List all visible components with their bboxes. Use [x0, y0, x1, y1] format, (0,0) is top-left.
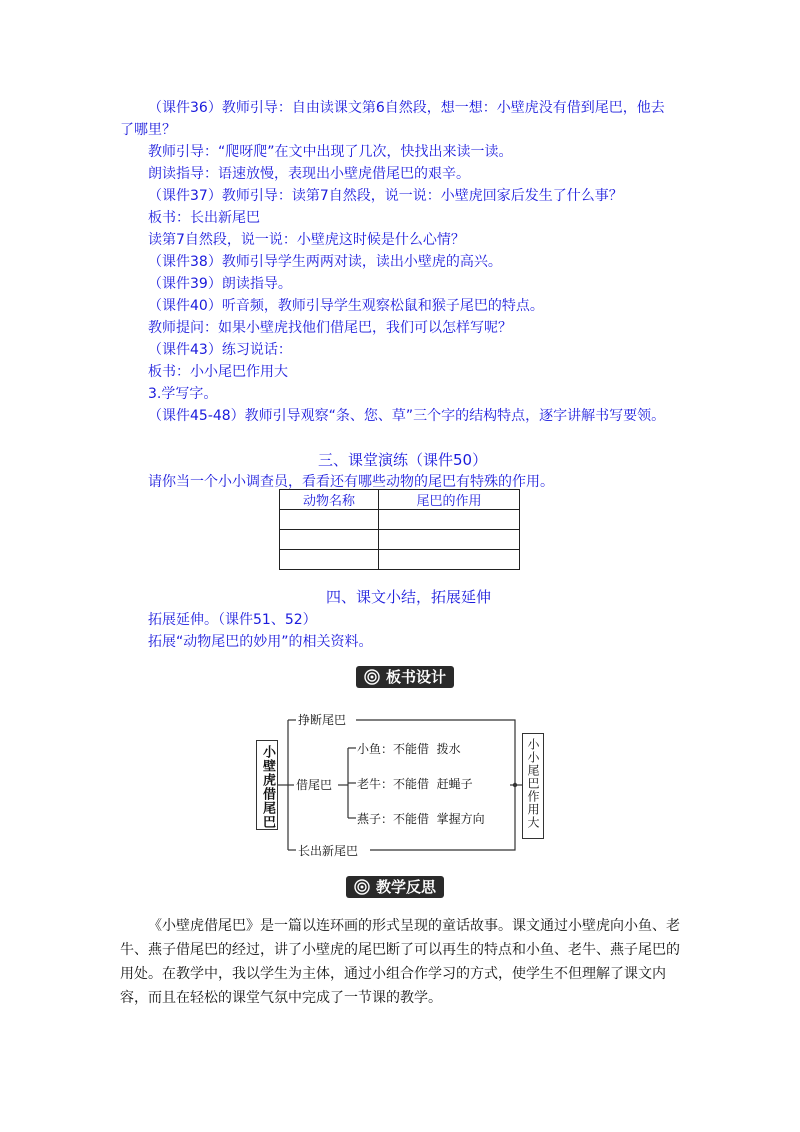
board-bottom-branch: 长出新尾巴: [298, 844, 359, 858]
lesson-line-13: 板书：小小尾巴作用大: [148, 364, 288, 380]
lesson-line-2: 了哪里？: [120, 122, 176, 138]
lesson-line-5: （课件37）教师引导：读第7自然段，说一说：小壁虎回家后发生了什么事？: [148, 188, 623, 204]
table-header-tail-use: 尾巴的作用: [379, 490, 520, 510]
reflection-text: 《小壁虎借尾巴》是一篇以连环画的形式呈现的童话故事。课文通过小壁虎向小鱼、老牛、燕子借尾巴的经过，讲了小壁虎的尾巴断了可以再生的特点和小鱼、老牛、燕子尾巴的用处。在教学中，我以学生为主体，通过小组合作学习的方式，使学生不但理解了课文内容，而且在轻松的课堂气氛中完成了一节课的教学。: [120, 918, 680, 1006]
section3-heading: 三、课堂演练（课件50）: [318, 451, 488, 469]
board-design-label: 板书设计: [386, 668, 447, 686]
board-right-box: [522, 733, 544, 839]
lesson-line-10: （课件40）听音频，教师引导学生观察松鼠和猴子尾巴的特点。: [148, 298, 544, 314]
lesson-line-4: 朗读指导：语速放慢，表现出小壁虎借尾巴的艰辛。: [148, 166, 470, 182]
board-top-branch: 挣断尾巴: [298, 713, 347, 727]
board-middle-branch: 借尾巴: [296, 778, 333, 792]
board-item-ox: 老牛：不能借 赶蝇子: [357, 777, 473, 791]
lesson-line-6: 板书：长出新尾巴: [148, 210, 260, 226]
connector-dot: [513, 783, 517, 787]
board-title-box: [256, 740, 278, 830]
lesson-line-1: （课件36）教师引导：自由读课文第6自然段，想一想：小壁虎没有借到尾巴，他去: [148, 100, 665, 116]
section4-line-1: 拓展延伸。（课件51、52）: [148, 612, 317, 628]
lesson-line-3: 教师引导：“爬呀爬”在文中出现了几次，快找出来读一读。: [148, 144, 513, 160]
reflection-badge: [346, 876, 444, 898]
lesson-line-15: （课件45-48）教师引导观察“条、您、草”三个字的结构特点，逐字讲解书写要领。: [148, 408, 666, 424]
board-item-swallow: 燕子：不能借 掌握方向: [357, 812, 485, 826]
section4-line-2: 拓展“动物尾巴的妙用”的相关资料。: [148, 634, 373, 650]
board-right-text: 小小尾巴作用大: [526, 738, 540, 829]
section4-heading: 四、课文小结，拓展延伸: [326, 588, 492, 606]
lesson-line-11: 教师提问：如果小壁虎找他们借尾巴，我们可以怎样写呢？: [148, 320, 512, 336]
lesson-line-8: （课件38）教师引导学生两两对读，读出小壁虎的高兴。: [148, 254, 502, 270]
reflection-label: 教学反思: [376, 878, 437, 896]
board-title: 小壁虎借尾巴: [260, 745, 275, 829]
table-header-animal: 动物名称: [280, 490, 379, 510]
board-item-fish: 小鱼：不能借 拨水: [357, 742, 461, 756]
lesson-line-9: （课件39）朗读指导。: [148, 276, 292, 292]
section3-intro: 请你当一个小小调查员，看看还有哪些动物的尾巴有特殊的作用。: [148, 474, 554, 490]
target-icon: [354, 879, 370, 895]
lesson-line-14: 3.学写字。: [148, 386, 218, 402]
lesson-line-12: （课件43）练习说话：: [148, 342, 292, 358]
lesson-line-7: 读第7自然段，说一说：小壁虎这时候是什么心情？: [148, 232, 465, 248]
